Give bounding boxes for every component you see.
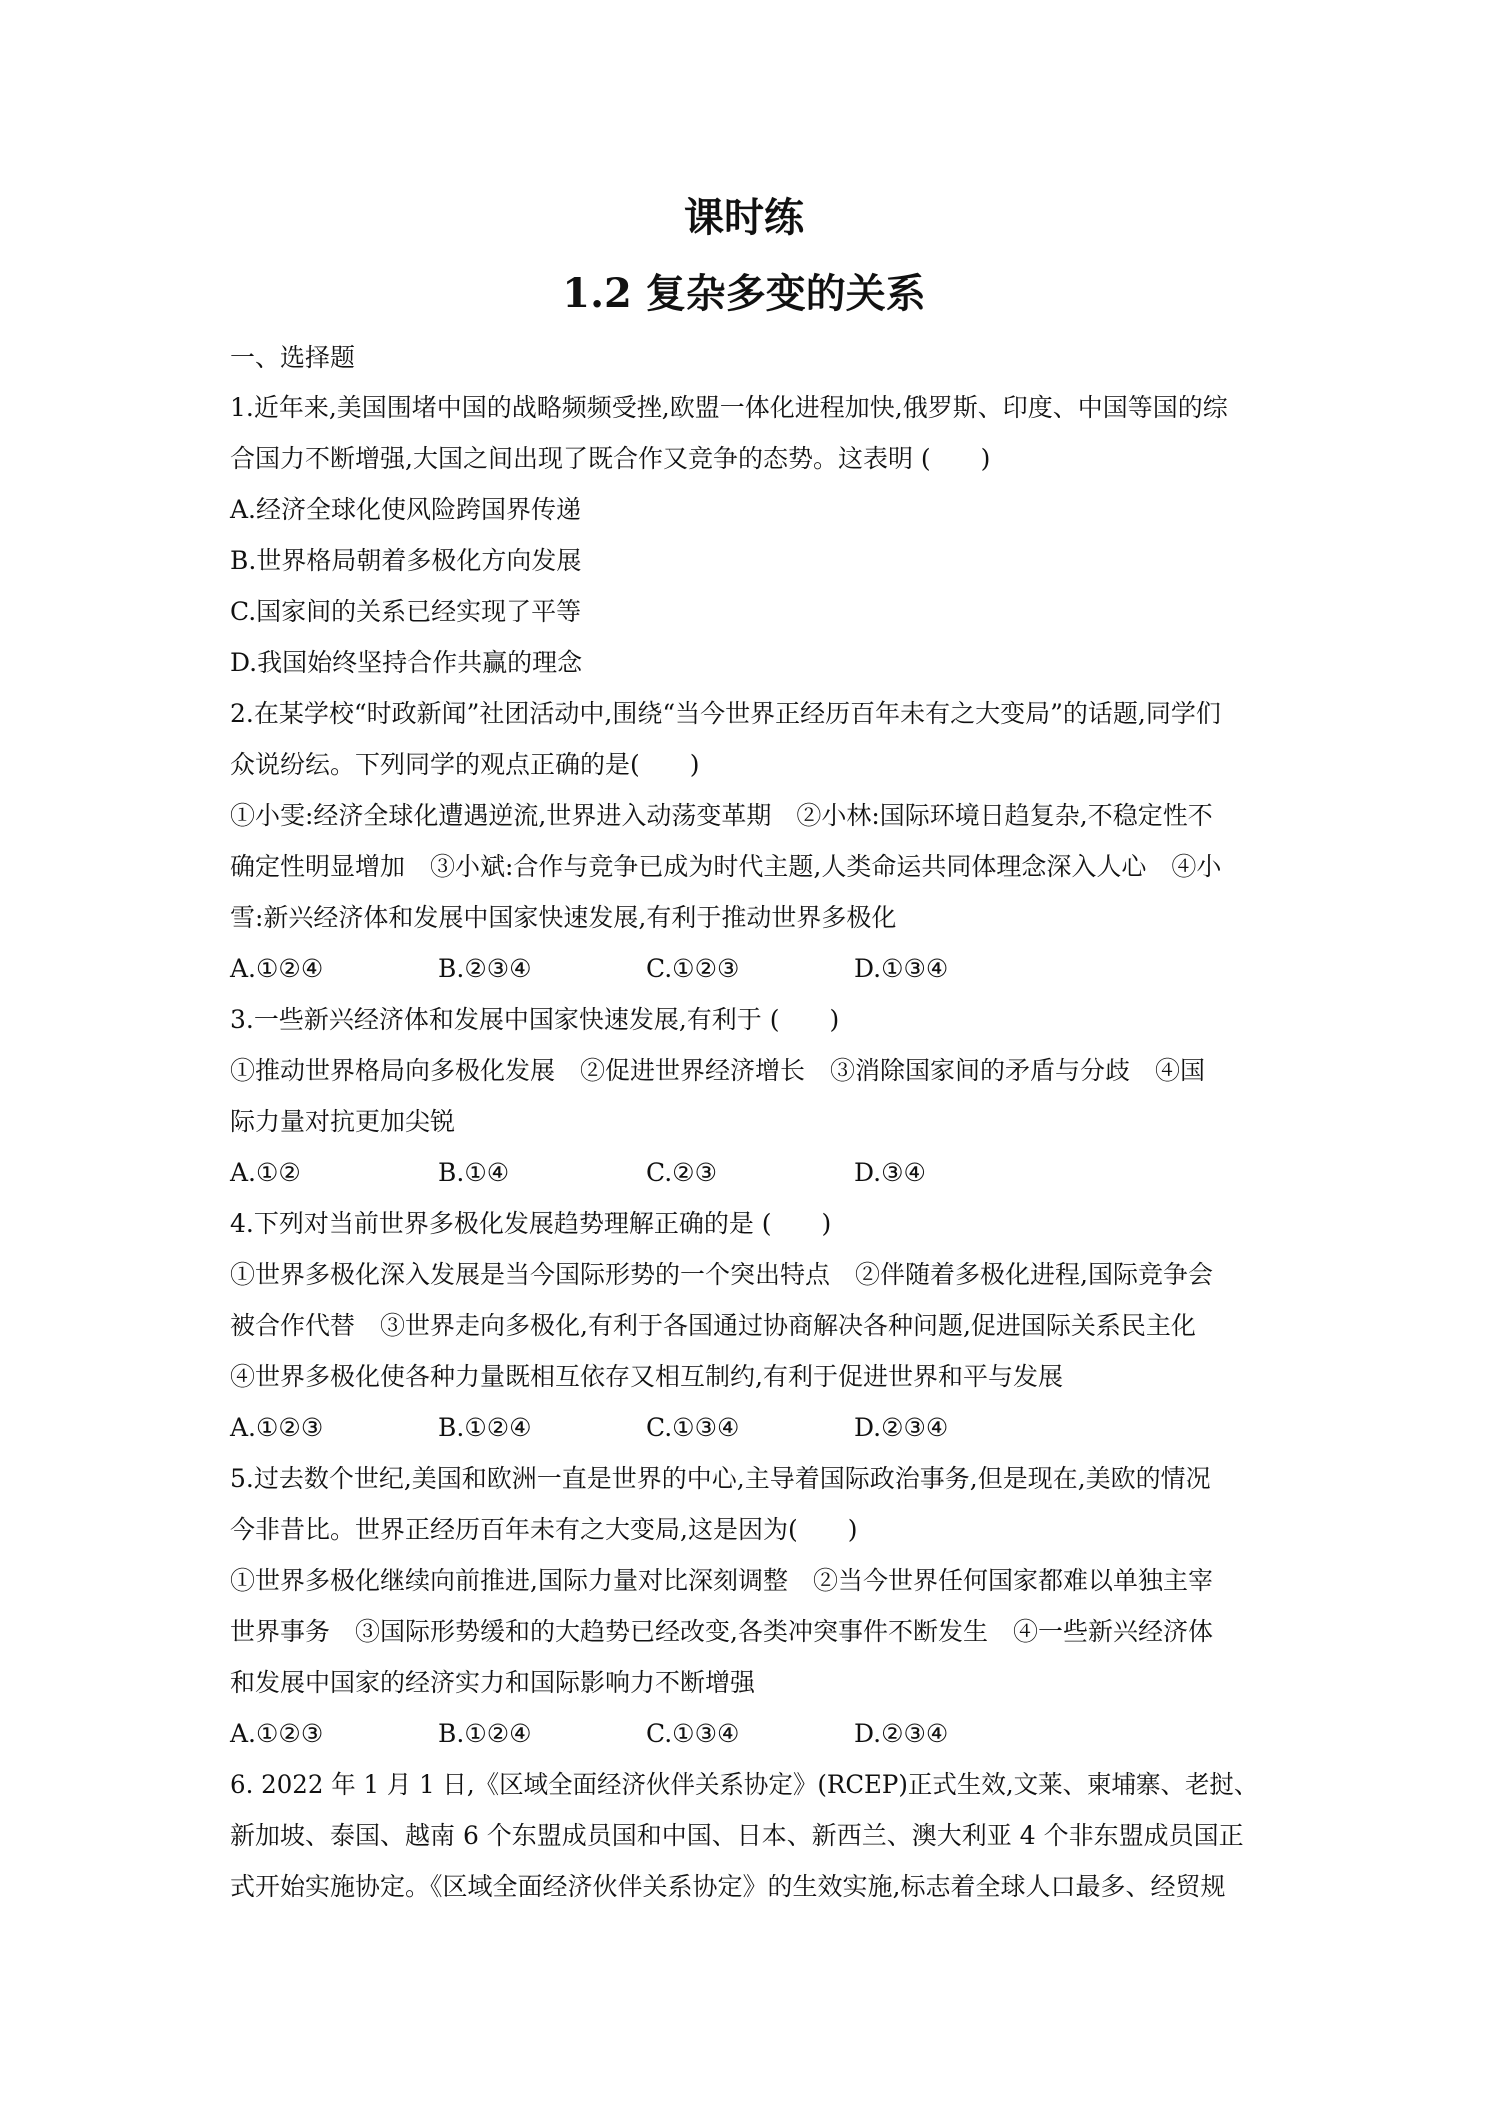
question-1-option-d: D.我国始终坚持合作共赢的理念 xyxy=(230,648,583,677)
question-4-option-d: D.②③④ xyxy=(854,1413,949,1442)
question-4-line-1: 4.下列对当前世界多极化发展趋势理解正确的是 ( ) xyxy=(230,1209,832,1238)
question-5-option-d: D.②③④ xyxy=(854,1719,949,1748)
question-3-line-1: 3.一些新兴经济体和发展中国家快速发展,有利于 ( ) xyxy=(230,1005,840,1034)
question-4-option-c: C.①③④ xyxy=(646,1413,740,1442)
question-4-line-4: ④世界多极化使各种力量既相互依存又相互制约,有利于促进世界和平与发展 xyxy=(230,1362,1063,1391)
question-2-line-2: 众说纷纭。下列同学的观点正确的是( ) xyxy=(230,750,700,779)
question-5-option-c: C.①③④ xyxy=(646,1719,740,1748)
question-4-option-b: B.①②④ xyxy=(438,1413,532,1442)
question-2-option-b: B.②③④ xyxy=(438,954,532,983)
question-3-option-a: A.①② xyxy=(230,1158,301,1187)
question-4-option-a: A.①②③ xyxy=(230,1413,324,1442)
question-1-option-b: B.世界格局朝着多极化方向发展 xyxy=(230,546,582,575)
question-2-option-a: A.①②④ xyxy=(230,954,324,983)
section-heading: 一、选择题 xyxy=(230,343,356,372)
question-2-line-4: 确定性明显增加 ③小斌:合作与竞争已成为时代主题,人类命运共同体理念深入人心 ④小 xyxy=(230,852,1222,881)
question-5-line-2: 今非昔比。世界正经历百年未有之大变局,这是因为( ) xyxy=(230,1515,858,1544)
question-5-line-4: 世界事务 ③国际形势缓和的大趋势已经改变,各类冲突事件不断发生 ④一些新兴经济体 xyxy=(230,1617,1213,1646)
question-6-line-2: 新加坡、泰国、越南 6 个东盟成员国和中国、日本、新西兰、澳大利亚 4 个非东盟成员国正 xyxy=(230,1821,1244,1850)
question-4-line-3: 被合作代替 ③世界走向多极化,有利于各国通过协商解决各种问题,促进国际关系民主化 xyxy=(230,1311,1196,1340)
question-2-line-1: 2.在某学校“时政新闻”社团活动中,围绕“当今世界正经历百年未有之大变局”的话题,同学们 xyxy=(230,699,1221,728)
question-3-option-d: D.③④ xyxy=(854,1158,926,1187)
question-5-line-3: ①世界多极化继续向前推进,国际力量对比深刻调整 ②当今世界任何国家都难以单独主宰 xyxy=(230,1566,1213,1595)
question-2-line-5: 雪:新兴经济体和发展中国家快速发展,有利于推动世界多极化 xyxy=(230,903,897,932)
question-1-line-1: 1.近年来,美国围堵中国的战略频频受挫,欧盟一体化进程加快,俄罗斯、印度、中国等国的综 xyxy=(230,393,1228,422)
question-5-option-b: B.①②④ xyxy=(438,1719,532,1748)
question-2-option-d: D.①③④ xyxy=(854,954,949,983)
question-5-line-5: 和发展中国家的经济实力和国际影响力不断增强 xyxy=(230,1668,756,1697)
question-2-option-c: C.①②③ xyxy=(646,954,740,983)
page-title: 课时练 xyxy=(684,194,804,241)
question-1-line-2: 合国力不断增强,大国之间出现了既合作又竞争的态势。这表明 ( ) xyxy=(230,444,991,473)
question-3-option-b: B.①④ xyxy=(438,1158,510,1187)
question-5-line-1: 5.过去数个世纪,美国和欧洲一直是世界的中心,主导着国际政治事务,但是现在,美欧的情况 xyxy=(230,1464,1211,1493)
question-3-line-3: 际力量对抗更加尖锐 xyxy=(230,1107,456,1136)
question-4-line-2: ①世界多极化深入发展是当今国际形势的一个突出特点 ②伴随着多极化进程,国际竞争会 xyxy=(230,1260,1213,1289)
question-3-line-2: ①推动世界格局向多极化发展 ②促进世界经济增长 ③消除国家间的矛盾与分歧 ④国 xyxy=(230,1056,1206,1085)
question-1-option-c: C.国家间的关系已经实现了平等 xyxy=(230,597,582,626)
question-3-option-c: C.②③ xyxy=(646,1158,718,1187)
question-6-line-1: 6. 2022 年 1 月 1 日,《区域全面经济伙伴关系协定》(RCEP)正式生效,文莱、柬埔寨、老挝、 xyxy=(230,1770,1259,1799)
question-1-option-a: A.经济全球化使风险跨国界传递 xyxy=(230,495,582,524)
lesson-title: 1.2 复杂多变的关系 xyxy=(562,270,926,317)
question-6-line-3: 式开始实施协定。《区域全面经济伙伴关系协定》的生效实施,标志着全球人口最多、经贸规 xyxy=(230,1872,1226,1901)
question-5-option-a: A.①②③ xyxy=(230,1719,324,1748)
question-2-line-3: ①小雯:经济全球化遭遇逆流,世界进入动荡变革期 ②小林:国际环境日趋复杂,不稳定性不 xyxy=(230,801,1213,830)
